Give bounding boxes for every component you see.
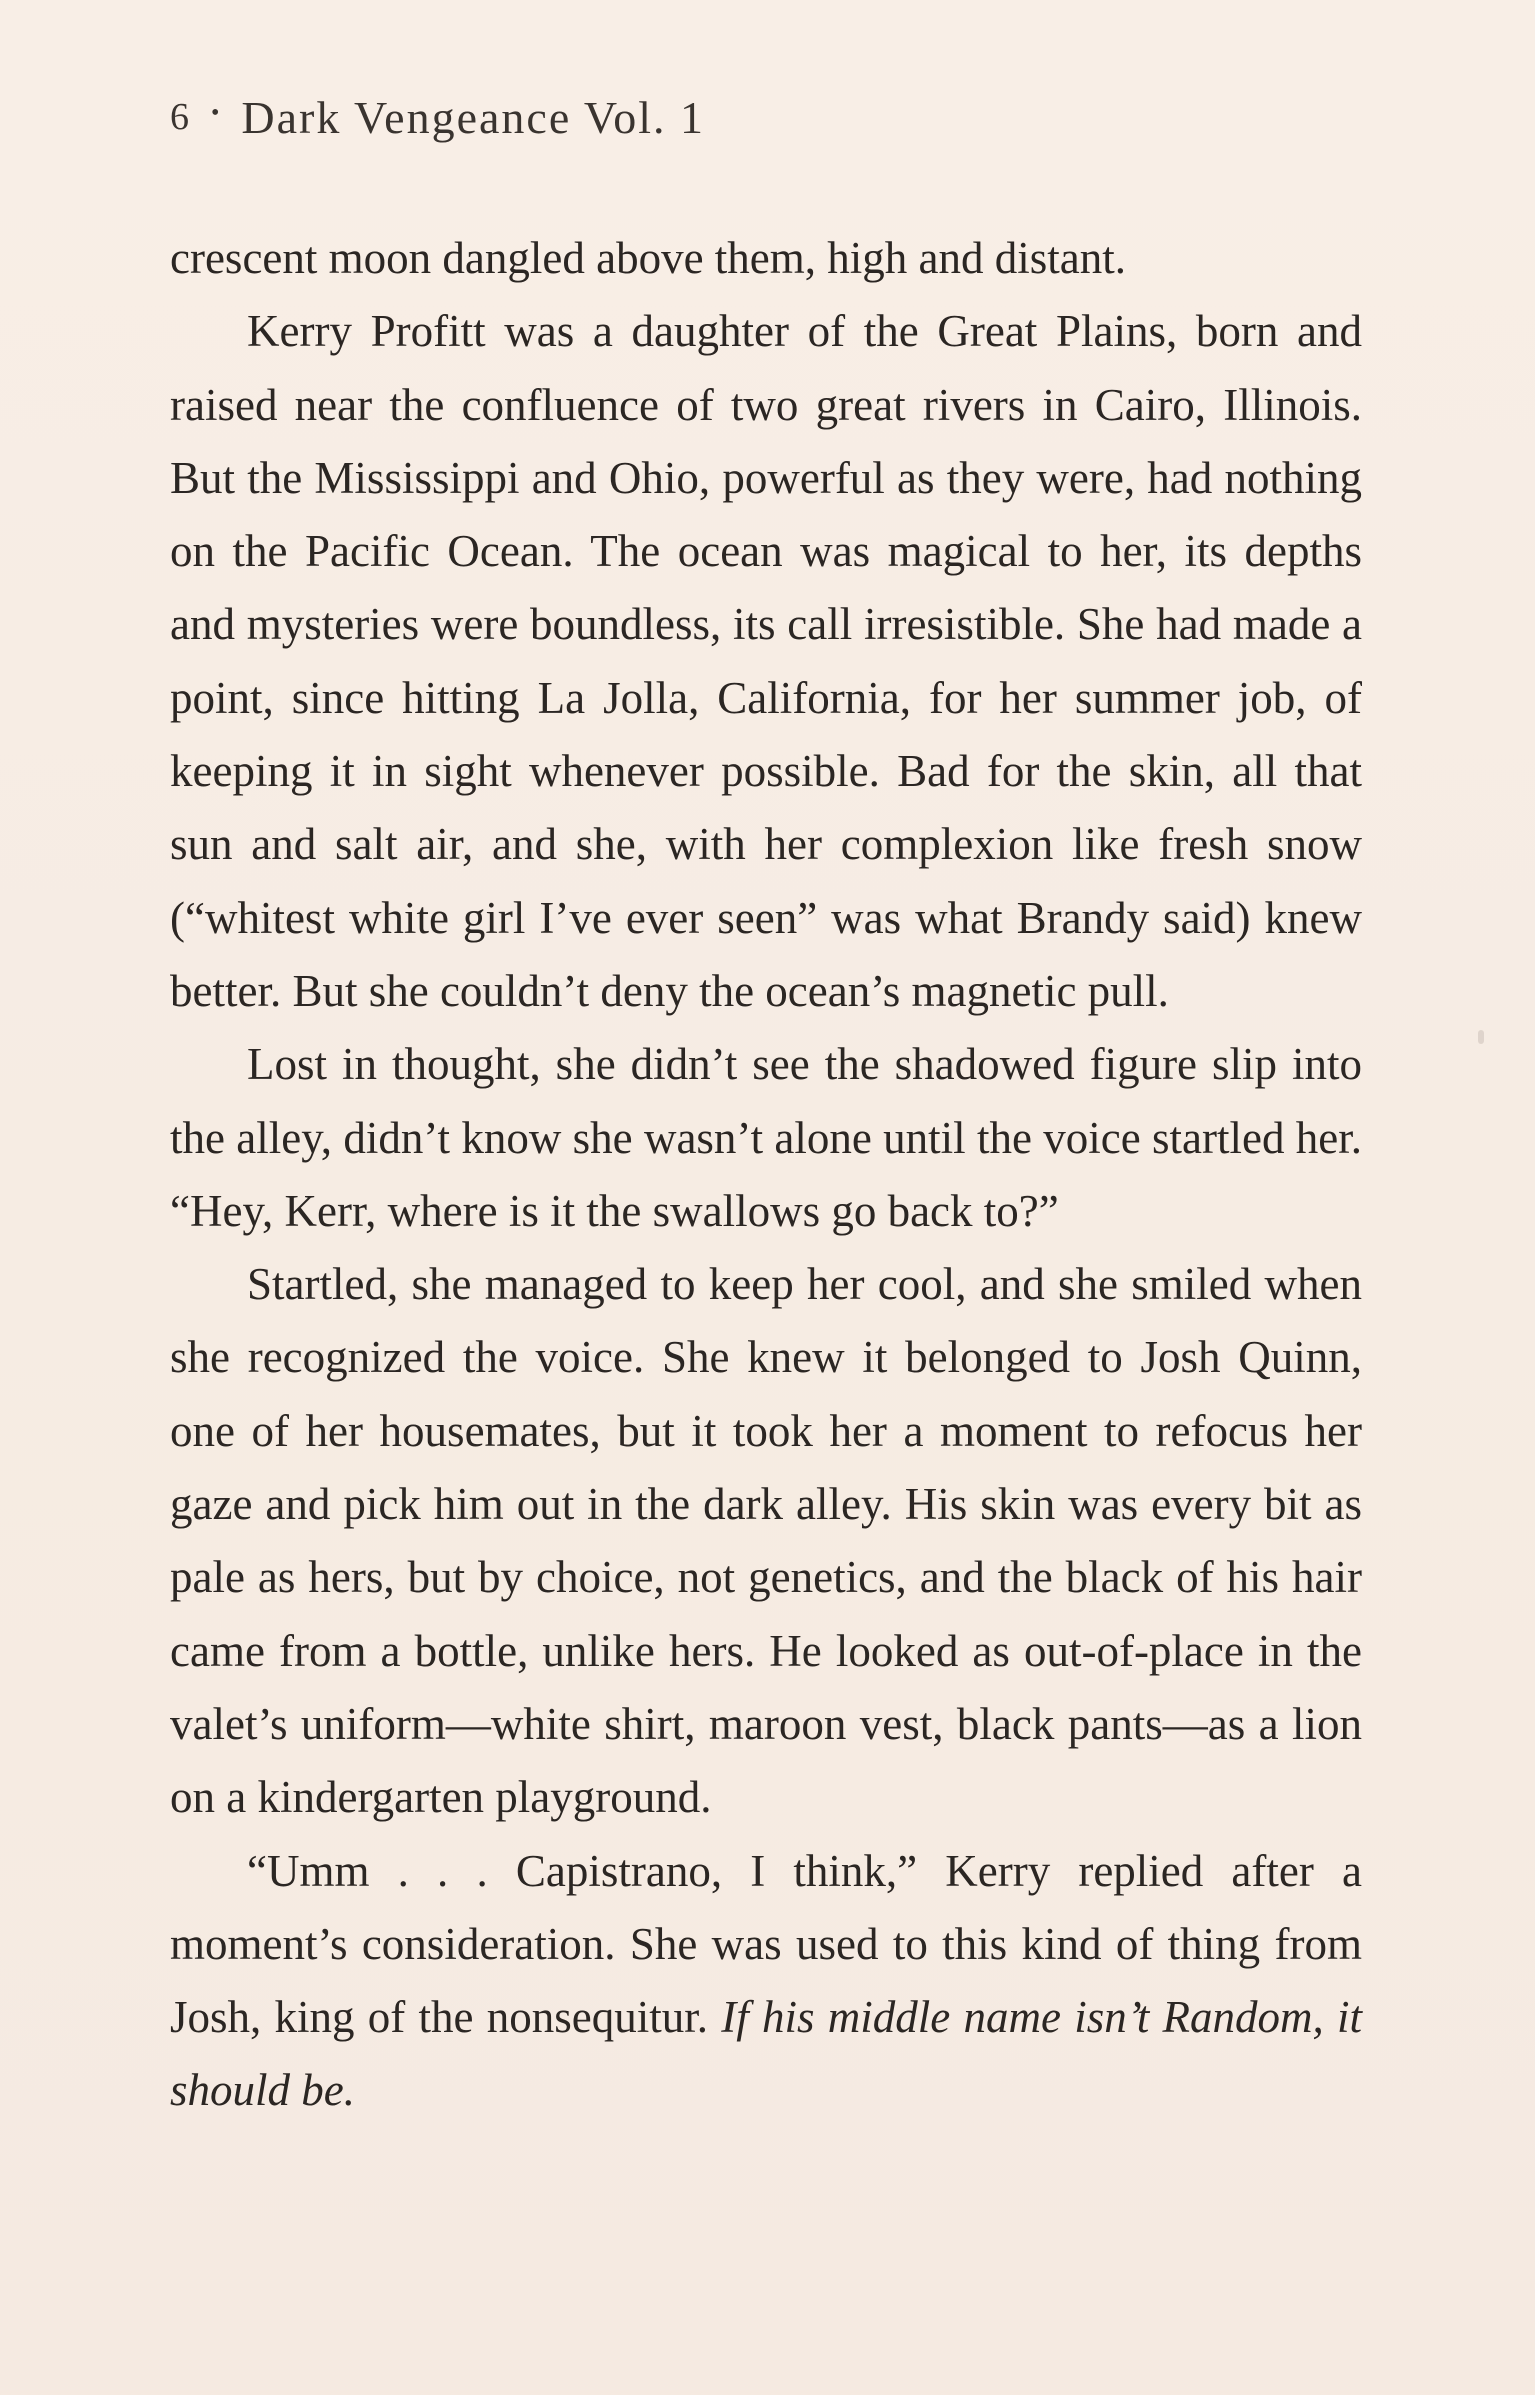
italic-thought: If his middle name isn’t Random, it should be.: [170, 1992, 1362, 2116]
paragraph-continued: crescent moon dangled above them, high and distant.: [170, 233, 1126, 283]
running-head: [170, 82, 705, 152]
paragraph: Lost in thought, she didn’t see the shadowed figure slip into the alley, didn’t know she wasn’t alone until the voice startled her. “Hey, Kerr, where is it the swallows go back to?”: [170, 1039, 1362, 1236]
paper-speck: [1478, 1030, 1484, 1044]
book-title: Dark Vengeance Vol. 1: [241, 91, 705, 143]
header-separator: •: [211, 99, 220, 126]
paragraph-text: “Umm . . . Capistrano, I think,” Kerry replied after a moment’s consideration. She was used to this kind of thing from Josh, king of the nonsequitur.: [170, 1845, 1362, 2043]
paragraph: [170, 1835, 1362, 2128]
paragraph: Startled, she managed to keep her cool, and she smiled when she recognized the voice. She knew it belonged to Josh Quinn, one of her housemates, but it took her a moment to refocus her gaze and pick him out in the dark alley. His skin was every bit as pale as hers, but by choice, not genetics, and the black of his hair came from a bottle, unlike hers. He looked as out-of-place in the valet’s uniform—white shirt, maroon vest, black pants—as a lion on a kindergarten playground.: [170, 1259, 1362, 1823]
body-text: [170, 222, 1362, 2128]
page-number: 6: [170, 96, 189, 138]
paragraph: Kerry Profitt was a daughter of the Great Plains, born and raised near the confluence of two great rivers in Cairo, Illinois. But the Mississippi and Ohio, powerful as they were, had nothing on the Pacific Ocean. The ocean was magical to her, its depths and mysteries were boundless, its call irresistible. She had made a point, since hitting La Jolla, California, for her summer job, of keeping it in sight whenever possible. Bad for the skin, all that sun and salt air, and she, with her complexion like fresh snow (“whitest white girl I’ve ever seen” was what Brandy said) knew better. But she couldn’t deny the ocean’s magnetic pull.: [170, 306, 1362, 1016]
